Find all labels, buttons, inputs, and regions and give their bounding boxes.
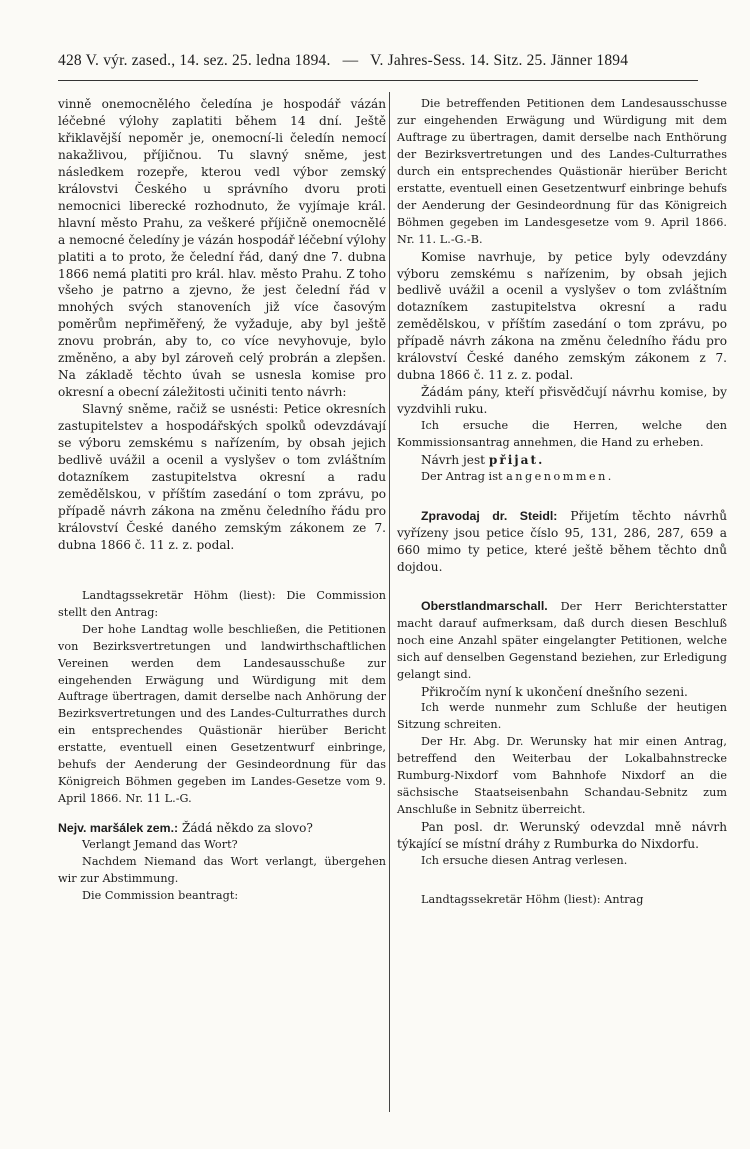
right-paragraph-5-word: přijat.: [488, 453, 545, 468]
right-paragraph-4: Ich ersuche die Herren, welche den Kommissionsantrag annehmen, die Hand zu erheben.: [397, 419, 727, 450]
right-paragraph-1: Die betreffenden Petitionen dem Landesausschusse zur eingehenden Erwägung und Würdigung mit dem Auftrage zu übertragen, damit derselbe nach Enthörung der Bezirksvertretungen und des Landes-Culturrathes durch ein entsprechendes Quästionär hierüber Bericht erstatte, eventuell einen Gesetzentwurf einbringe behufs der Aenderung der Gesindeordnung für das Königreich Böhmen gegeben im Landesgesetze vom 9. April 1866. Nr. 11. L.-G.-B.: [397, 97, 727, 246]
right-paragraph-5: [397, 452, 727, 469]
right-paragraph-12: Pan posl. dr. Werunský odevzdal mně návrh týkající se místní dráhy z Rumburka do Nixdorfu.: [397, 820, 727, 852]
right-paragraph-7: [397, 508, 727, 576]
header-czech: 428 V. výr. zased., 14. sez. 25. ledna 1894.: [58, 52, 331, 69]
right-paragraph-3: Žádám pány, kteří přisvědčují návrhu komise, by vyzdvihli ruku.: [397, 385, 727, 417]
right-paragraph-8: [397, 598, 727, 684]
right-paragraph-10: Ich werde nunmehr zum Schluße der heutigen Sitzung schreiten.: [397, 701, 727, 732]
right-paragraph-7-text: Přijetím těchto návrhů vyřízeny jsou petice číslo 95, 131, 286, 287, 659 a 660 mimo ty petice, které ještě během těchto dnů dojdou.: [397, 508, 727, 574]
left-paragraph-3-text: (liest): Die Commission stellt den Antrag:: [58, 588, 386, 619]
left-paragraph-1: vinně onemocnělého čeledína je hospodář vázán léčebné výlohy zaplatiti během 14 dní. Ještě křiklavější nepoměr je, onemocní-li čeledín nemocí nakažlivou, příjičnou. Tu slavný sněme, jest následkem rozepře, kterou vedl výbor zemský královstvi Českého u správního dvoru proti nemocnici liberecké rozhodnuto, že vyjímaje král. hlavní město Prahu, za veškeré příjičně onemocnělé a nemocné čeledíny je vázán hospodář léčební výlohy platiti a to proto, že čelední řád, daný dne 7. dubna 1866 nemá platiti pro král. hlav. město Prahu. Z toho všeho je patrno a zjevno, že jest čelední řád v mnohých svých stanoveních již více časovým poměrům nepřiměřený, že vyžaduje, aby byl ještě znovu probrán, aby to, co více nevyhovuje, bylo změněno, a aby byl zároveň celý probrán a zlepšen. Na základě těchto úvah se usnesla komise pro okresní a obecní záležitosti učiniti tento návrh:: [58, 97, 386, 400]
right-paragraph-8-text: Der Herr Berichterstatter macht darauf aufmerksam, daß durch diesen Beschluß noch eine Anzahl später eingelangter Petitionen, welche sich auf denselben Gegenstand beziehen, zur Erledigung gelangt sind.: [397, 599, 727, 681]
header-rule: [58, 80, 698, 81]
left-paragraph-5: [58, 820, 386, 837]
speaker-marsalek: Nejv. maršálek zem.:: [58, 821, 179, 836]
header-german: V. Jahres-Sess. 14. Sitz. 25. Jänner 1894: [370, 52, 629, 69]
speaker-steidl: Zpravodaj dr. Steidl:: [421, 508, 558, 523]
right-paragraph-6-word: angenommen.: [506, 469, 614, 483]
left-paragraph-2: Slavný sněme, račiž se usnésti: Petice okresních zastupitelstev a hospodářských spolků odevzdávají se výboru zemskému s nařízením, by obsah jejich bedlivě uvážil a ocenil a vyslyšev o tom zvláštním dotazníkem zastupitelstva okresní a radu zemědělskou, v příštím zasedání o tom zprávu, po případě návrh zákona na změnu čeledního řádu pro království České daného zemským zákonem ze 7. dubna 1866 č. 11 z. z. podal.: [58, 402, 386, 552]
right-column: [397, 96, 727, 909]
speaker-oberstlandmarschall: Oberstlandmarschall.: [421, 598, 548, 613]
left-paragraph-5-text: Žádá někdo za slovo?: [181, 821, 313, 836]
left-paragraph-6: Verlangt Jemand das Wort?: [82, 838, 238, 852]
right-paragraph-5-prefix: Návrh jest: [421, 453, 486, 468]
page-header: [58, 52, 694, 70]
right-paragraph-2: Komise navrhuje, by petice byly odevzdány výboru zemskému s nařízenim, by obsah jejich bedlivě uvážil a ocenil a vyslyšev o tom zvláštním dotazníkem zastupitelstva okresní a radu zemědělskou, v příštím zasedání o tom zprávu, po případě návrh zákona na změnu čeledního řádu pro království České daného zemským zákonem z 7. dubna 1866 č. 11 z. z. podal.: [397, 249, 727, 383]
speaker-hoehm: Landtagssekretär Höhm: [82, 588, 229, 602]
speaker-hoehm-2: Landtagssekretär Höhm: [421, 892, 561, 906]
right-paragraph-14: [397, 892, 727, 909]
column-divider: [389, 92, 390, 1112]
left-paragraph-7: Nachdem Niemand das Wort verlangt, übergehen wir zur Abstimmung.: [58, 855, 386, 885]
right-paragraph-6: [397, 469, 727, 486]
right-paragraph-6-prefix: Der Antrag ist: [421, 469, 503, 483]
header-separator: —: [342, 52, 359, 69]
right-paragraph-9: Přikročím nyní k ukončení dnešního sezeni.: [421, 684, 688, 699]
right-paragraph-11: Der Hr. Abg. Dr. Werunsky hat mir einen Antrag, betreffend den Weiterbau der Lokalbahnstrecke Rumburg-Nixdorf vom Bahnhofe Nixdorf an die sächsische Staatseisenbahn Schandau-Sebnitz zum Anschluße in Sebnitz überreicht.: [397, 735, 727, 817]
left-paragraph-4: Der hohe Landtag wolle beschließen, die Petitionen von Bezirksvertretungen und landwirthschaftlichen Vereinen werden dem Landesausschuße zur eingehenden Erwägung und Würdigung mit dem Auftrage übertragen, damit derselbe nach Anhörung der Bezirksvertretungen und des Landes-Culturrathes durch ein entsprechendes Quästionär hierüber Bericht erstatte, eventuell einen Gesetzentwurf einbringe, behufs der Aenderung der Gesindeordnung für das Königreich Böhmen gegeben im Landes-Gesetze vom 9. April 1866. Nr. 11 L.-G.: [58, 622, 386, 806]
right-paragraph-13: Ich ersuche diesen Antrag verlesen.: [421, 854, 628, 868]
left-paragraph-8: Die Commission beantragt:: [82, 888, 239, 902]
left-column: [58, 96, 386, 905]
left-paragraph-3: [58, 588, 386, 622]
right-paragraph-14-text: (liest): Antrag: [563, 892, 644, 906]
